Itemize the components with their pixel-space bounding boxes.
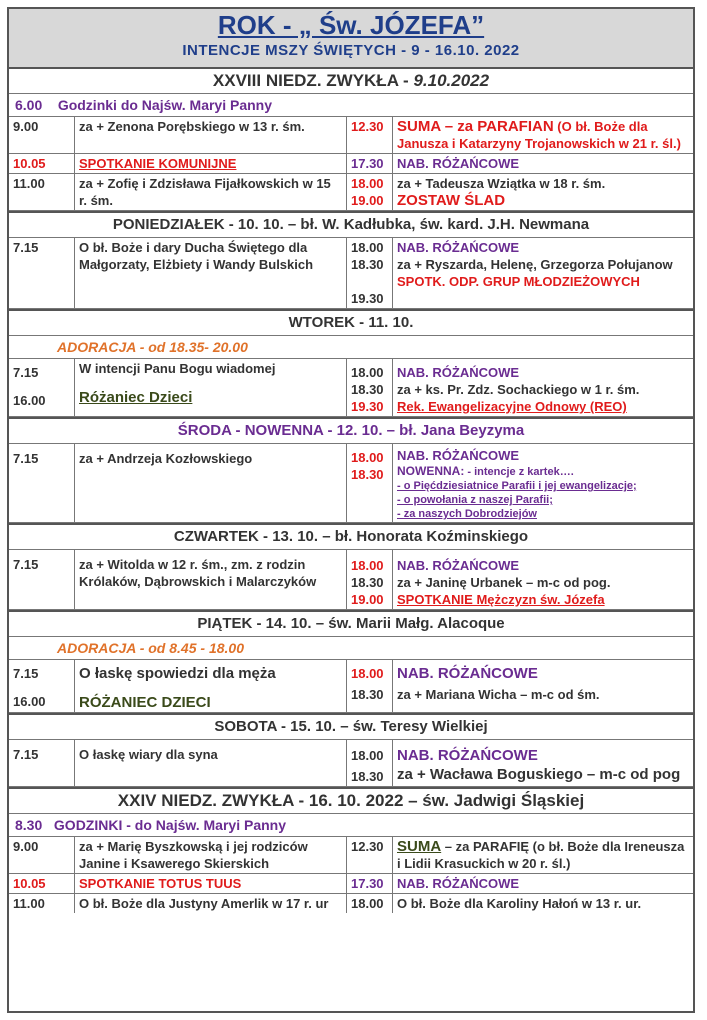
time: 17.30 xyxy=(347,154,393,173)
mass-row xyxy=(9,238,693,309)
time: 9.00 xyxy=(9,837,75,873)
time: 18.30 xyxy=(351,769,384,784)
sub-line xyxy=(9,814,693,837)
event: NAB. RÓŻAŃCOWE xyxy=(397,665,538,682)
intention: GODZINKI - do Najśw. Maryi Panny xyxy=(53,817,286,833)
intention: za + Witolda w 12 r. śm., zm. z rodzin Królaków, Dąbrowskich i Malarczyków xyxy=(75,550,347,609)
intentions xyxy=(393,550,693,609)
time: 18.30 xyxy=(351,382,384,397)
event: NAB. RÓŻAŃCOWE xyxy=(397,156,520,171)
times xyxy=(347,550,393,609)
intentions xyxy=(393,660,693,712)
day-thursday xyxy=(9,525,693,612)
day-title: XXVIII NIEDZ. ZWYKŁA - xyxy=(212,71,414,90)
intention: W intencji Panu Bogu wiadomej xyxy=(79,361,276,376)
mass-row xyxy=(9,154,693,174)
time: 18.00 xyxy=(351,450,384,465)
time: 19.30 xyxy=(351,399,384,414)
novena-item: - za naszych Dobrodziejów xyxy=(397,508,537,520)
event: Różaniec Dzieci xyxy=(79,389,193,406)
times xyxy=(9,359,75,416)
suma-label: SUMA xyxy=(397,838,442,855)
time: 16.00 xyxy=(13,393,46,408)
intention: O bł. Boże i dary Ducha Świętego dla Małgorzaty, Elżbiety i Wandy Bulskich xyxy=(75,238,347,308)
day-heading: WTOREK - 11. 10. xyxy=(9,311,693,336)
day-sunday-2 xyxy=(9,789,693,913)
header xyxy=(9,9,693,69)
schedule-sheet xyxy=(7,7,695,1013)
novena-label: NOWENNA: xyxy=(397,464,465,478)
day-heading: PONIEDZIAŁEK - 10. 10. – bł. W. Kadłubka, św. kard. J.H. Newmana xyxy=(9,213,693,238)
mass-row xyxy=(9,359,693,417)
intention: za + Wacława Boguskiego – m-c od pog xyxy=(397,766,681,783)
time: 7.15 xyxy=(9,740,75,786)
time: 9.00 xyxy=(9,117,75,153)
intentions xyxy=(75,359,347,416)
event: NAB. RÓŻAŃCOWE xyxy=(397,448,520,463)
time: 11.00 xyxy=(9,174,75,210)
time: 18.00 xyxy=(351,748,384,763)
time: 19.30 xyxy=(351,291,384,306)
mass-row xyxy=(9,117,693,154)
time: 6.00 xyxy=(15,97,43,113)
time: 10.05 xyxy=(9,154,75,173)
day-heading: ŚRODA - NOWENNA - 12. 10. – bł. Jana Beyzyma xyxy=(9,419,693,444)
event: RÓŻANIEC DZIECI xyxy=(79,694,211,711)
times xyxy=(347,238,393,308)
intention: za + Marię Byszkowską i jej rodziców Janine i Ksawerego Skierskich xyxy=(75,837,347,873)
times xyxy=(347,359,393,416)
time: 7.15 xyxy=(13,365,39,380)
time: 18.30 xyxy=(351,257,384,272)
time: 7.15 xyxy=(13,666,39,681)
intentions xyxy=(393,359,693,416)
intention: za + Ryszarda, Helenę, Grzegorza Połujanow xyxy=(397,257,673,272)
time: 19.00 xyxy=(351,592,384,607)
time: 18.00 xyxy=(351,240,384,255)
mass-row xyxy=(9,174,693,211)
day-heading: PIĄTEK - 14. 10. – św. Marii Małg. Alacoque xyxy=(9,612,693,637)
day-date: 9.10.2022 xyxy=(413,71,490,90)
time: 10.05 xyxy=(9,874,75,893)
day-sunday-1 xyxy=(9,69,693,213)
event: SPOTK. ODP. GRUP MŁODZIEŻOWYCH xyxy=(397,274,640,289)
time: 18.00 xyxy=(351,176,384,191)
times xyxy=(347,740,393,786)
novena-item: - o powołania z naszej Parafii; xyxy=(397,494,553,506)
time: 18.00 xyxy=(351,666,384,681)
day-heading: XXIV NIEDZ. ZWYKŁA - 16. 10. 2022 – św. Jadwigi Śląskiej xyxy=(9,789,693,814)
event: SPOTKANIE TOTUS TUUS xyxy=(75,874,347,893)
adoration-note: ADORACJA - od 18.35- 20.00 xyxy=(9,336,693,359)
novena-item: - o Pięćdziesiatnice Parafii i jej ewangelizacje; xyxy=(397,480,637,492)
intention: O łaskę wiary dla syna xyxy=(75,740,347,786)
adoration-note: ADORACJA - od 8.45 - 18.00 xyxy=(9,637,693,660)
time: 16.00 xyxy=(13,694,46,709)
intention-detail: – za PARAFIĘ (o bł. Boże dla Ireneusza i Lidii Krasuckich w 20 r. śl.) xyxy=(397,839,685,871)
day-monday xyxy=(9,213,693,311)
intention-detail: (O bł. Boże dla Janusza i Katarzyny Trojanowskich w 21 r. śl.) xyxy=(397,119,681,151)
event: ZOSTAW ŚLAD xyxy=(397,192,506,209)
time: 18.00 xyxy=(347,894,393,913)
event: NAB. RÓŻAŃCOWE xyxy=(397,747,538,764)
mass-row xyxy=(9,444,693,523)
event: NAB. RÓŻAŃCOWE xyxy=(397,240,520,255)
time: 7.15 xyxy=(9,550,75,609)
sub-line xyxy=(9,94,693,117)
event: NAB. RÓŻAŃCOWE xyxy=(397,558,520,573)
intention: za + Mariana Wicha – m-c od śm. xyxy=(397,687,600,702)
time: 7.15 xyxy=(9,444,75,522)
time: 19.00 xyxy=(351,193,384,208)
day-heading: CZWARTEK - 13. 10. – bł. Honorata Koźminskiego xyxy=(9,525,693,550)
time: 11.00 xyxy=(9,894,75,913)
time: 18.00 xyxy=(351,365,384,380)
intention: za + Zenona Porębskiego w 13 r. śm. xyxy=(75,117,347,153)
intention: O bł. Boże dla Karoliny Hałoń w 13 r. ur. xyxy=(397,896,642,911)
day-wednesday xyxy=(9,419,693,525)
mass-row xyxy=(9,740,693,787)
times xyxy=(9,660,75,712)
intention: za + ks. Pr. Zdz. Sochackiego w 1 r. śm. xyxy=(397,382,640,397)
mass-row xyxy=(9,894,693,913)
time: 17.30 xyxy=(347,874,393,893)
day-heading xyxy=(9,69,693,94)
mass-row xyxy=(9,874,693,894)
intention: za + Janinę Urbanek – m-c od pog. xyxy=(397,575,611,590)
page-subtitle: INTENCJE MSZY ŚWIĘTYCH - 9 - 16.10. 2022 xyxy=(182,42,520,59)
time: 7.15 xyxy=(9,238,75,308)
intention: za + Zofię i Zdzisława Fijałkowskich w 15 r. śm. xyxy=(75,174,347,210)
time: 18.00 xyxy=(351,558,384,573)
event: SPOTKANIE Mężczyzn św. Józefa xyxy=(397,592,605,607)
day-saturday xyxy=(9,715,693,789)
event: NAB. RÓŻAŃCOWE xyxy=(397,876,520,891)
time: 18.30 xyxy=(351,467,384,482)
mass-row xyxy=(9,550,693,610)
novena xyxy=(393,444,693,522)
event: NAB. RÓŻAŃCOWE xyxy=(397,365,520,380)
time: 12.30 xyxy=(347,117,393,153)
intention: za + Tadeusza Wziątka w 18 r. śm. xyxy=(397,176,606,191)
intentions xyxy=(393,238,693,308)
day-heading: SOBOTA - 15. 10. – św. Teresy Wielkiej xyxy=(9,715,693,740)
time: 18.30 xyxy=(351,687,384,702)
mass-row xyxy=(9,660,693,713)
intentions xyxy=(393,740,693,786)
intention xyxy=(393,117,693,153)
page-title: ROK - „ Św. JÓZEFA” xyxy=(217,10,485,40)
day-tuesday xyxy=(9,311,693,419)
event: Rek. Ewangelizacyjne Odnowy (REO) xyxy=(397,399,627,414)
intentions xyxy=(393,174,693,210)
intention: Godzinki do Najśw. Maryi Panny xyxy=(57,97,273,113)
times xyxy=(347,174,393,210)
intention: O łaskę spowiedzi dla męża xyxy=(79,665,276,682)
times xyxy=(347,444,393,522)
suma-label: SUMA – za PARAFIAN xyxy=(397,118,554,135)
time: 18.30 xyxy=(351,575,384,590)
novena-item: - intencje z kartek…. xyxy=(464,466,574,478)
intentions xyxy=(75,660,347,712)
day-friday xyxy=(9,612,693,715)
time: 8.30 xyxy=(15,817,43,833)
intention xyxy=(393,837,693,873)
intention: O bł. Boże dla Justyny Amerlik w 17 r. ur xyxy=(75,894,347,913)
times xyxy=(347,660,393,712)
time: 12.30 xyxy=(347,837,393,873)
intention: za + Andrzeja Kozłowskiego xyxy=(75,444,347,522)
mass-row xyxy=(9,837,693,874)
event: SPOTKANIE KOMUNIJNE xyxy=(75,154,347,173)
